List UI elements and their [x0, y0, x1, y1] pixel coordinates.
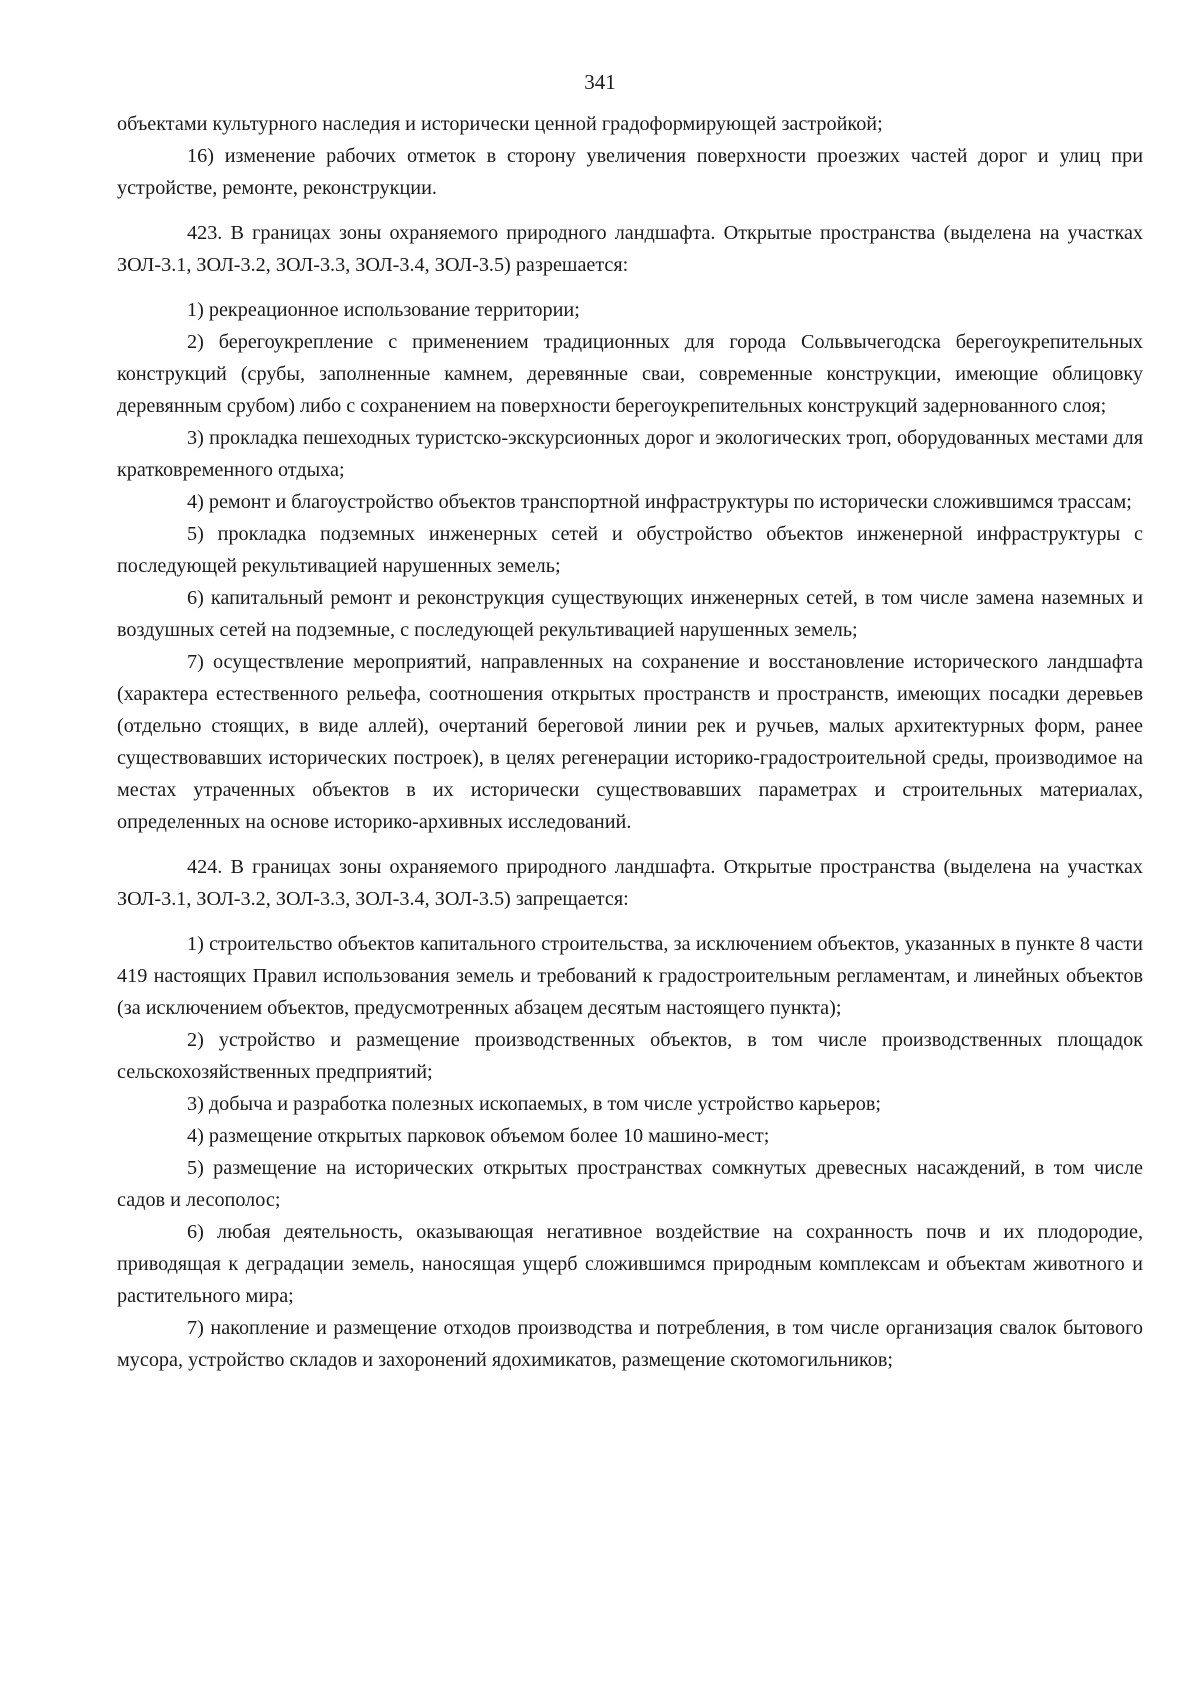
section-424-item-4: 4) размещение открытых парковок объемом более 10 машино-мест; [187, 1125, 770, 1147]
section-424-item-3: 3) добыча и разработка полезных ископаемых, в том числе устройство карьеров; [187, 1093, 882, 1115]
section-423-item-1: 1) рекреационное использование территории; [187, 299, 580, 321]
page-number: 341 [584, 70, 616, 94]
section-424-item-5: 5) размещение на исторических открытых пространствах сомкнутых древесных насаждений, в том числе садов и лесополос; [117, 1157, 1143, 1211]
section-424-item-6: 6) любая деятельность, оказывающая негативное воздействие на сохранность почв и их плодородие, приводящая к деградации земель, наносящая ущерб сложившимся природным комплексам и объектам животного и растительного мира; [117, 1221, 1143, 1307]
document-body [117, 108, 1143, 1376]
section-424-item-7: 7) накопление и размещение отходов производства и потребления, в том числе организация свалок бытового мусора, устройство складов и захоронений ядохимикатов, размещение скотомогильников; [117, 1317, 1143, 1371]
section-424-item-1: 1) строительство объектов капитального строительства, за исключением объектов, указанных в пункте 8 части 419 настоящих Правил использования земель и требований к градостроительным регламентам, и линейных объектов (за исключением объектов, предусмотренных абзацем десятым настоящего пункта); [117, 933, 1143, 1019]
section-423-item-3: 3) прокладка пешеходных туристско-экскурсионных дорог и экологических троп, оборудованных местами для кратковременного отдыха; [117, 427, 1143, 481]
section-423-heading: 423. В границах зоны охраняемого природного ландшафта. Открытые пространства (выделена на участках ЗОЛ-3.1, ЗОЛ-3.2, ЗОЛ-3.3, ЗОЛ-3.4, ЗОЛ-3.5) разрешается: [117, 222, 1143, 276]
paragraph-continuation: объектами культурного наследия и исторически ценной градоформирующей застройкой; [117, 113, 883, 135]
section-423-item-2: 2) берегоукрепление с применением традиционных для города Сольвычегодска берегоукрепительных конструкций (срубы, заполненные камнем, деревянные сваи, современные конструкции, имеющие облицовку деревянным срубом) либо с сохранением на поверхности берегоукрепительных конструкций задернованного слоя; [117, 331, 1143, 417]
section-423-item-7: 7) осуществление мероприятий, направленных на сохранение и восстановление исторического ландшафта (характера естественного рельефа, соотношения открытых пространств и пространств, имеющих посадки деревьев (отдельно стоящих, в виде аллей), очертаний береговой линии рек и ручьев, малых архитектурных форм, ранее существовавших исторических построек), в целях регенерации историко-градостроительной среды, производимое на местах утраченных объектов в их исторически существовавших параметрах и строительных материалах, определенных на основе историко-архивных исследований. [117, 651, 1143, 833]
section-423-item-5: 5) прокладка подземных инженерных сетей и обустройство объектов инженерной инфраструктуры с последующей рекультивацией нарушенных земель; [117, 523, 1143, 577]
section-424-heading: 424. В границах зоны охраняемого природного ландшафта. Открытые пространства (выделена на участках ЗОЛ-3.1, ЗОЛ-3.2, ЗОЛ-3.3, ЗОЛ-3.4, ЗОЛ-3.5) запрещается: [117, 856, 1143, 910]
section-423-item-4: 4) ремонт и благоустройство объектов транспортной инфраструктуры по исторически сложившимся трассам; [187, 491, 1132, 513]
section-423-item-6: 6) капитальный ремонт и реконструкция существующих инженерных сетей, в том числе замена наземных и воздушных сетей на подземные, с последующей рекультивацией нарушенных земель; [117, 587, 1143, 641]
paragraph-item-16: 16) изменение рабочих отметок в сторону увеличения поверхности проезжих частей дорог и улиц при устройстве, ремонте, реконструкции. [117, 145, 1143, 199]
section-424-item-2: 2) устройство и размещение производственных объектов, в том числе производственных площадок сельскохозяйственных предприятий; [117, 1029, 1143, 1083]
